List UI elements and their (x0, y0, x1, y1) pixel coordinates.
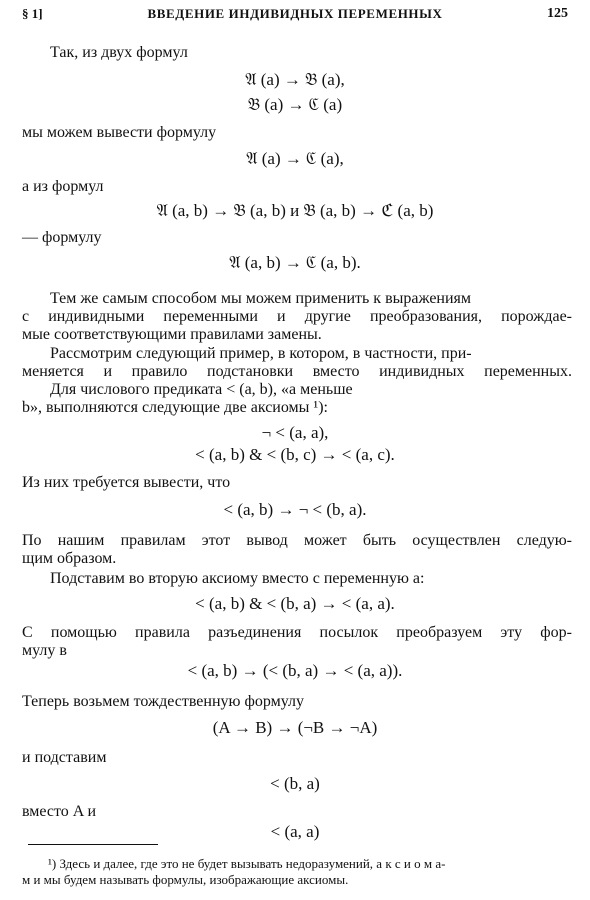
paragraph-line: с индивидными переменными и другие преобразования, порождае- (22, 308, 572, 325)
formula: < (a, b) → ¬ < (b, a). (223, 500, 367, 519)
paragraph-line: мые соответствующими правилами замены. (22, 326, 322, 343)
footnote-line: м и мы будем называть формулы, изображающие аксиомы. (22, 872, 349, 887)
text-line: Так, из двух формул (50, 44, 188, 61)
formula: 𝔅 (a) → ℭ (a) (247, 95, 343, 114)
formula: < (b, a) (270, 774, 320, 793)
running-title: ВВЕДЕНИЕ ИНДИВИДНЫХ ПЕРЕМЕННЫХ (147, 6, 443, 21)
text-line: а из формул (22, 178, 104, 195)
formula: 𝔄 (a) → ℭ (a), (246, 149, 344, 168)
footnote-rule (28, 844, 158, 845)
formula: < (a, a) (270, 822, 320, 841)
paragraph-line: С помощью правила разъединения посылок преобразуем эту фор- (22, 624, 572, 641)
text-line: Подставим во вторую аксиому вместо c переменную a: (50, 570, 425, 587)
formula: 𝔄 (a) → 𝔅 (a), (245, 70, 345, 89)
paragraph-line: Рассмотрим следующий пример, в котором, в частности, при- (50, 345, 472, 362)
text-line: мы можем вывести формулу (22, 124, 217, 141)
paragraph-line: мулу в (22, 642, 67, 659)
formula: < (a, b) & < (b, a) → < (a, a). (195, 594, 395, 613)
text-line: — формулу (22, 229, 102, 246)
formula: (A → B) → (¬B → ¬A) (212, 718, 378, 737)
paragraph-line: Для числового предиката < (a, b), «a меньше (50, 381, 353, 398)
running-header (22, 6, 568, 24)
formula: < (a, b) → (< (b, a) → < (a, a)). (187, 661, 403, 680)
formula: < (a, b) & < (b, c) → < (a, c). (195, 445, 395, 464)
section-marker: § 1] (22, 6, 43, 21)
paragraph-line: По нашим правилам этот вывод может быть осуществлен следую- (22, 532, 572, 549)
footnote-line: ¹) Здесь и далее, где это не будет вызывать недоразумений, а к с и о м а- (48, 856, 446, 871)
text-line: и подставим (22, 749, 107, 766)
text-line: Из них требуется вывести, что (22, 474, 231, 491)
text-line: вместо A и (22, 803, 97, 820)
page-number: 125 (547, 6, 568, 21)
formula: 𝔄 (a, b) → 𝔅 (a, b) и 𝔅 (a, b) → ℭ (a, b) (156, 201, 434, 220)
paragraph-line: Тем же самым способом мы можем применить к выражениям (50, 290, 472, 307)
formula: 𝔄 (a, b) → ℭ (a, b). (229, 253, 361, 272)
formula: ¬ < (a, a), (261, 423, 329, 442)
text-line: Теперь возьмем тождественную формулу (22, 693, 304, 710)
paragraph-line: меняется и правило подстановки вместо индивидных переменных. (22, 363, 572, 380)
paragraph-line: щим образом. (22, 550, 117, 567)
paragraph-line: b», выполняются следующие две аксиомы ¹): (22, 399, 328, 416)
